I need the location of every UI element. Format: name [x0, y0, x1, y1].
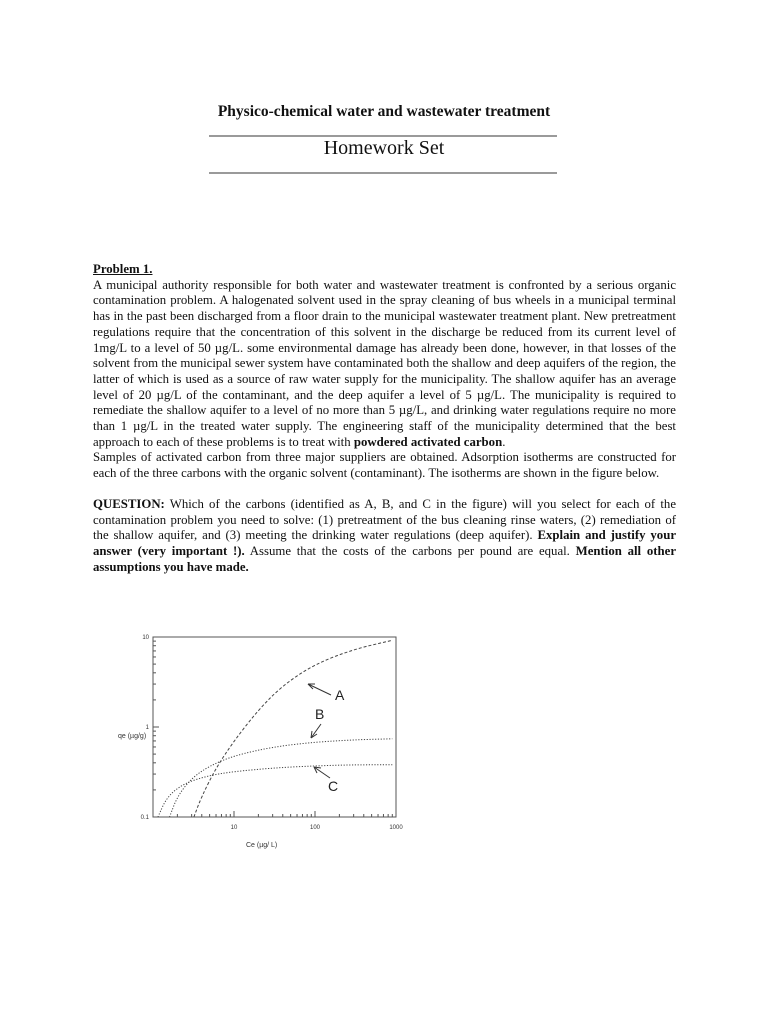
y-tick-label: 0.1 — [140, 815, 149, 821]
problem-text: A municipal authority responsible for both water and wastewater treatment is confronted by a serious organic contamination problem. A halogenated solvent used in the spray cleaning of bus wheels in a municipal terminal has in the past been discharged from a floor drain to the municipal wastewater treatment plant. New pretreatment regulations require that the concentration of this solvent in the discharge be reduced from its current level of 1mg/L to a level of 50 µg/L. some environmental damage has already been done, however, in that losses of the solvent from the municipal sewer system have contaminated both the shallow and deep aquifers of the region, the latter of which is used as a source of raw water supply for the municipality. The shallow aquifer has an average level of 20 µg/L of the contaminant, and the deep aquifer a level of 5 µg/L. The municipality is required to remediate the shallow aquifer to a level of no more than 5 µg/L, and drinking water regulations require no more than 1 µg/L in the treated water supply. The engineering staff of the municipality determined that the best approach to each of these problems is to treat with — [93, 277, 676, 449]
arrow-b — [311, 724, 321, 738]
series-label-a: A — [335, 687, 345, 703]
question-text-2: Assume that the costs of the carbons per pound are equal. — [244, 543, 576, 558]
problem-body — [93, 262, 676, 575]
problem-paragraph-1 — [93, 278, 676, 451]
course-title: Physico-chemical water and wastewater treatment — [217, 103, 551, 120]
question-paragraph — [93, 497, 676, 576]
arrow-a — [308, 684, 331, 695]
problem-heading: Problem 1. — [93, 262, 153, 276]
x-tick-label: 10 — [230, 825, 238, 831]
question-text: Which of the carbons (identified as A, B, and C in the figure) will you select for each of the contamination problem you need to solve: (1) pretreatment of the bus cleaning rinse waters, (2) remediation of the shallow aquifer, and (3) meeting the drinking water regulations (deep aquifer). — [93, 496, 676, 543]
isotherm-curve-a — [194, 640, 392, 817]
explain-emphasis: Explain and justify your answer (very important !). — [93, 528, 676, 558]
plot-frame — [153, 637, 396, 817]
y-tick-label: 10 — [142, 635, 149, 641]
x-axis-label: Ce (µg/ L) — [246, 842, 278, 849]
question-label: QUESTION: — [93, 496, 165, 511]
x-tick-label: 1000 — [389, 825, 403, 831]
powdered-carbon-emphasis: powdered activated carbon — [353, 434, 503, 449]
problem-text-end: . — [502, 434, 506, 449]
series-label-b: B — [315, 706, 325, 722]
homework-title: Homework Set — [323, 137, 445, 159]
series-label-c: C — [328, 778, 339, 794]
isotherm-figure — [118, 625, 418, 850]
problem-paragraph-2: Samples of activated carbon from three major suppliers are obtained. Adsorption isotherms are constructed for each of the three carbons with the organic solvent (contaminant). The isotherms are shown in the figure below. — [93, 450, 676, 481]
isotherm-chart — [118, 625, 418, 850]
x-tick-label: 100 — [309, 825, 321, 831]
assumptions-emphasis: Mention all other assumptions you have made. — [93, 543, 676, 574]
isotherm-curve-c — [158, 765, 392, 817]
title-bottom-rule — [209, 172, 557, 174]
y-tick-label: 1 — [145, 725, 149, 731]
y-axis-label: qe (µg/g) — [118, 733, 147, 740]
